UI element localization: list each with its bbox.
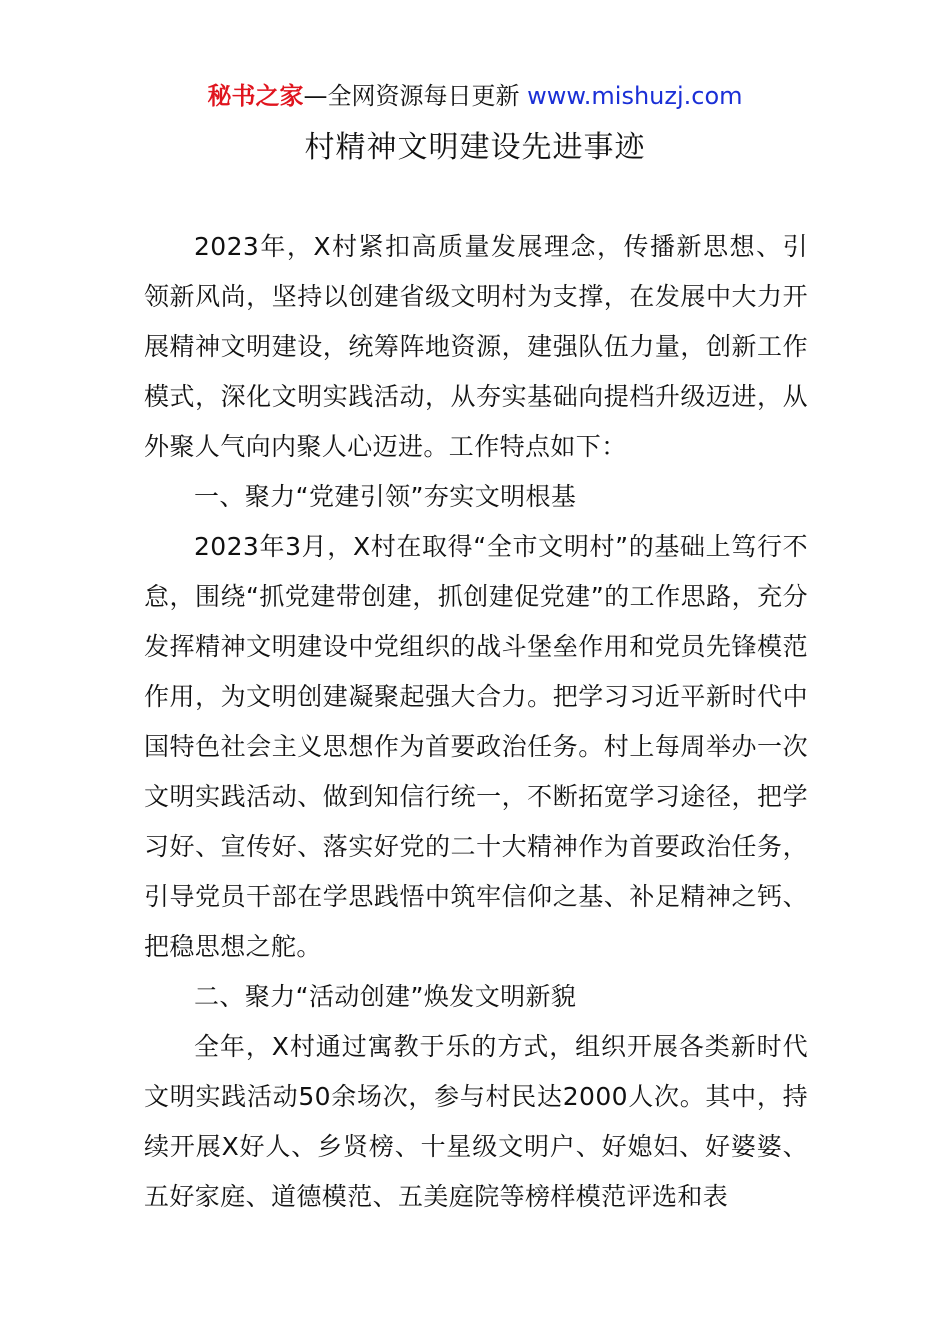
intro-paragraph: 2023年，X村紧扣高质量发展理念，传播新思想、引领新风尚，坚持以创建省级文明村为支撑，在发展中大力开展精神文明建设，统筹阵地资源，建强队伍力量，创新工作模式，深化文明实践活动，从夯实基础向提档升级迈进，从外聚人气向内聚人心迈进。工作特点如下： — [144, 232, 808, 461]
document-title: 村精神文明建设先进事迹 — [304, 130, 646, 165]
site-header — [0, 80, 950, 112]
header-tagline: —全网资源每日更新 — [303, 82, 528, 110]
section-1-paragraph: 2023年3月，X村在取得“全市文明村”的基础上笃行不怠，围绕“抓党建带创建，抓创建促党建”的工作思路，充分发挥精神文明建设中党组织的战斗堡垒作用和党员先锋模范作用，为文明创建凝聚起强大合力。把学习习近平新时代中国特色社会主义思想作为首要政治任务。村上每周举办一次文明实践活动、做到知信行统一，不断拓宽学习途径，把学习好、宣传好、落实好党的二十大精神作为首要政治任务，引导党员干部在学思践悟中筑牢信仰之基、补足精神之钙、把稳思想之舵。 — [144, 532, 808, 961]
section-2-paragraph: 全年，X村通过寓教于乐的方式，组织开展各类新时代文明实践活动50余场次，参与村民达2000人次。其中，持续开展X好人、乡贤榜、十星级文明户、好媳妇、好婆婆、五好家庭、道德模范、五美庭院等榜样模范评选和表 — [144, 1032, 808, 1211]
document-body — [144, 222, 808, 1222]
section-heading-1: 一、聚力“党建引领”夯实文明根基 — [194, 482, 577, 511]
website-link[interactable]: www.mishuzj.com — [527, 82, 743, 110]
brand-name: 秘书之家 — [207, 82, 304, 110]
section-heading-2: 二、聚力“活动创建”焕发文明新貌 — [194, 982, 577, 1011]
